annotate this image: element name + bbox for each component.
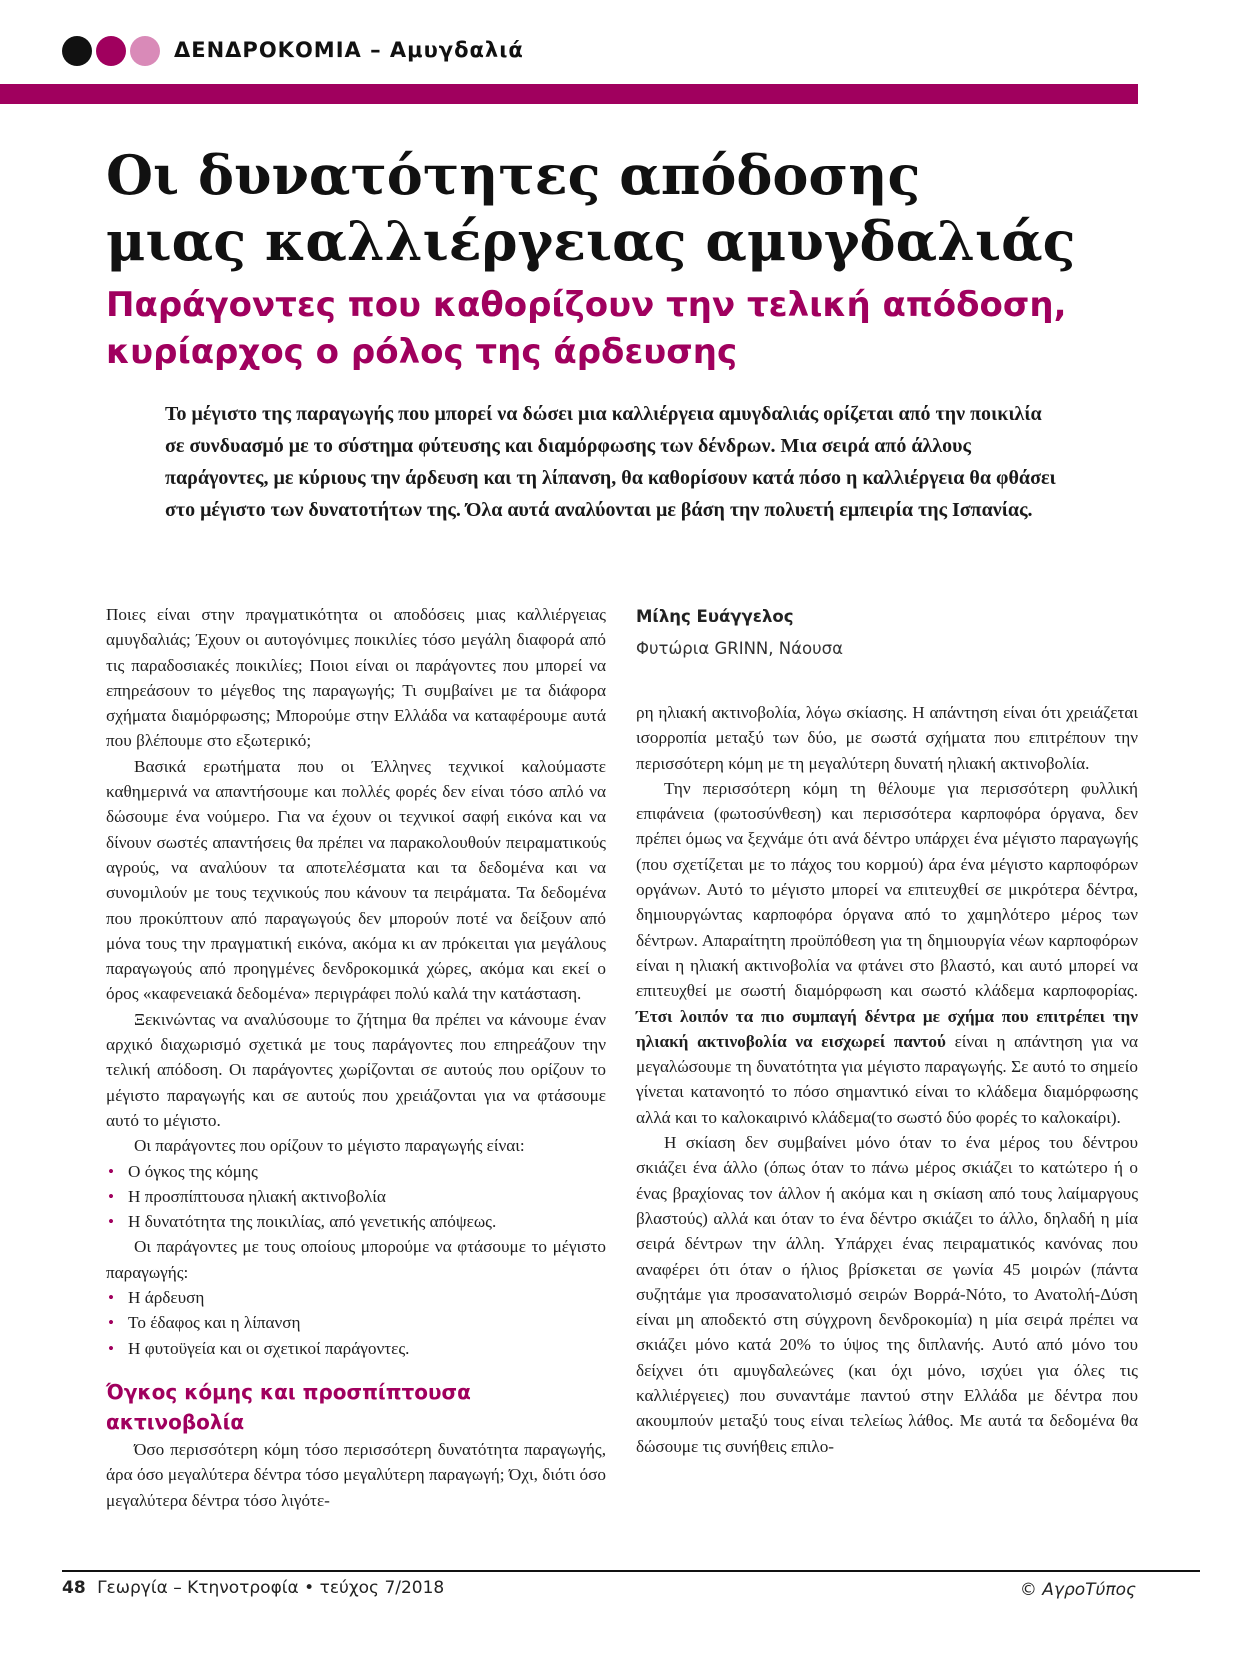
publication-info: Γεωργία – Κτηνοτροφία • τεύχος 7/2018	[97, 1578, 445, 1598]
pink-dot	[130, 36, 160, 66]
lead-paragraph: Το μέγιστο της παραγωγής που μπορεί να δώσει μια καλλιέργεια αμυγδαλιάς ορίζεται από την ποικιλία σε συνδυασμό με το σύστημα φύτευσης και διαμόρφωσης των δένδρων. Μια σειρά από άλλους παράγοντες, με κύριους την άρδευση και τη λίπανση, θα καθορίσουν κατά πόσο η καλλιέργεια θα φθάσει στο μέγιστο των δυνατοτήτων της. Όλα αυτά αναλύονται με βάση την πολυετή εμπειρία της Ισπανίας.	[165, 403, 1056, 521]
list-item: • Η άρδευση	[106, 1285, 606, 1310]
section-dots	[62, 36, 160, 66]
bullet-icon: •	[108, 1212, 115, 1232]
footer-rule	[62, 1570, 1200, 1572]
author-name: Μίλης Ευάγγελος	[636, 607, 794, 626]
footer-copyright: © ΑγροΤύπος	[1019, 1580, 1136, 1600]
byline	[636, 606, 843, 660]
footer-publication	[62, 1578, 444, 1598]
bullet-icon: •	[108, 1338, 115, 1358]
col2-paragraph-3: Η σκίαση δεν συμβαίνει μόνο όταν το ένα μέρος του δέντρου σκιάζει ένα άλλο (όπως όταν το πάνω μέρος σκιάζει το κατώτερο ή ο ένας βραχίονας τον άλλον ή ακόμα και η σκίαση από τους λαίμαργους βλαστούς) αλλά και όταν το ένα δέντρο σκιάζει το άλλο, δηλαδή η μία σειρά δέντρων την άλλη. Υπάρχει ένας πειραματικός κανόνας που αναφέρει ότι όταν ο ήλιος βρίσκεται σε γωνία 45 μοιρών (πάντα συζητάμε για προσανατολισμό σειρών Βορρά-Νότο, το Ανατολή-Δύση είναι μη αποδεκτό στη σύγχρονη δενδροκομία) η μία σειρά πρέπει να σκιάζει μόνο κατά 20% το ύψος της διπλανής. Αυτό από μόνο του δείχνει ότι αμυγδαλεώνες (και όχι μόνο, ισχύει για όλες τις καλλιέργειες) που συναντάμε παντού στην Ελλάδα με δέντρα που ακουμπούν μεταξύ τους είναι τελείως λάθος. Με αυτά τα δεδομένα θα δώσουμε τις συνήθεις επιλο-	[636, 1133, 1138, 1456]
reach-max-factors-list	[106, 1285, 606, 1361]
header-accent-bar	[0, 84, 1138, 104]
subtitle-line-2: κυρίαρχος ο ρόλος της άρδευσης	[106, 332, 738, 372]
col1-paragraph-5: Οι παράγοντες με τους οποίους μπορούμε να φτάσουμε το μέγιστο παραγωγής:	[106, 1237, 606, 1282]
col2-paragraph-1: ρη ηλιακή ακτινοβολία, λόγω σκίασης. Η απάντηση είναι ότι χρειάζεται ισορροπία μεταξύ των δύο, με σωστά σχήματα που επιτρέπουν την περισσότερη κόμη με τη μεγαλύτερη δυνατή ηλιακή ακτινοβολία.	[636, 703, 1138, 773]
title-line-1: Οι δυνατότητες απόδοσης	[106, 143, 921, 207]
black-dot	[62, 36, 92, 66]
bullet-icon: •	[108, 1288, 115, 1308]
list-item: • Η φυτοϋγεία και οι σχετικοί παράγοντες.	[106, 1336, 606, 1361]
section-label: ΔΕΝΔΡΟΚΟΜΙΑ – Αμυγδαλιά	[174, 38, 524, 62]
col1-paragraph-3: Ξεκινώντας να αναλύσουμε το ζήτημα θα πρέπει να κάνουμε έναν αρχικό διαχωρισμό σχετικά με τους παράγοντες που επηρεάζουν την τελική απόδοση. Οι παράγοντες χωρίζονται σε αυτούς που ορίζουν το μέγιστο παραγωγής και σε αυτούς που χρειάζονται για να φτάσουμε αυτό το μέγιστο.	[106, 1009, 606, 1130]
title-line-2: μιας καλλιέργειας αμυγδαλιάς	[106, 209, 1076, 273]
list-item: • Η δυνατότητα της ποικιλίας, από γενετικής απόψεως.	[106, 1209, 606, 1234]
col1-paragraph-6: Όσο περισσότερη κόμη τόσο περισσότερη δυνατότητα παραγωγής, άρα όσο μεγαλύτερα δέντρα τόσο μεγαλύτερη παραγωγή; Όχι, διότι όσο μεγαλύτερα δέντρα τόσο λιγότε-	[106, 1439, 606, 1510]
bullet-icon: •	[108, 1313, 115, 1333]
page-number: 48	[62, 1578, 86, 1598]
bullet-icon: •	[108, 1186, 115, 1206]
col1-paragraph-4: Οι παράγοντες που ορίζουν το μέγιστο παραγωγής είναι:	[134, 1136, 525, 1156]
col1-paragraph-2: Βασικά ερωτήματα που οι Έλληνες τεχνικοί καλούμαστε καθημερινά να απαντήσουμε και πολλές φορές δεν είναι τόσο απλό να δώσουμε ένα νούμερο. Για να έχουν οι τεχνικοί σαφή εικόνα και να δίνουν σωστές απαντήσεις θα πρέπει να παρακολουθούν πειραματικούς αγρούς, να αναλύουν τα αποτελέσματα και τα δεδομένα και να συνομιλούν με τους τεχνικούς που κάνουν τα πειράματα. Τα δεδομένα που προκύπτουν από παραγωγούς δεν μπορούν ποτέ να δείξουν από μόνα τους την πραγματική εικόνα, ακόμα κι αν πρόκειται για μεγάλους παραγωγούς από προηγμένες δενδροκομικά χώρες, ακόμα και εκεί ο όρος «καφενειακά δεδομένα» περιγράφει πολύ καλά την κατάσταση.	[106, 756, 606, 1004]
author-affiliation: Φυτώρια GRINN, Νάουσα	[636, 639, 843, 658]
section-heading: Όγκος κόμης και προσπίπτουσα ακτινοβολία	[106, 1379, 471, 1434]
col2-paragraph-2: Την περισσότερη κόμη τη θέλουμε για περισσότερη φυλλική επιφάνεια (φωτοσύνθεση) και περισσότερα καρποφόρα όργανα, δεν πρέπει όμως να ξεχνάμε ότι ανά δέντρο υπάρχει ένα μέγιστο παραγωγής (που σχετίζεται με το πάχος του κορμού) άρα ένα μέγιστο καρποφόρων οργάνων. Αυτό το μέγιστο μπορεί να επιτευχθεί σε μικρότερα δέντρα, δημιουργώντας καρποφόρα όργανα από το χαμηλότερο μέρος των δέντρων. Απαραίτητη προϋπόθεση για τη δημιουργία νέων καρποφόρων είναι η ηλιακή ακτινοβολία να φτάνει στο βλαστό, και αυτό μπορεί να επιτευχθεί με σωστή διαμόρφωση και σωστό κλάδεμα καρποφορίας. Έτσι λοιπόν τα πιο συμπαγή δέντρα με σχήμα που επιτρέπει την ηλιακή ακτινοβολία να εισχωρεί παντού είναι η απάντηση για να μεγαλώσουμε τη δυνατότητα για μέγιστο παραγωγής. Σε αυτό το σημείο γίνεται κατανοητό το πόσο σημαντικό είναι το κλάδεμα διαμόρφωσης αλλά και το καλοκαιρινό κλάδεμα(το σωστό δύο φορές το καλοκαίρι).	[636, 778, 1138, 1127]
article-subtitle	[106, 282, 1146, 376]
max-production-factors-list	[106, 1159, 606, 1235]
emphasis-text: Έτσι λοιπόν τα πιο συμπαγή δέντρα με σχήμα που επιτρέπει την ηλιακή ακτινοβολία να εισχωρεί παντού	[636, 1006, 1138, 1051]
list-item: • Η προσπίπτουσα ηλιακή ακτινοβολία	[106, 1184, 606, 1209]
list-item: • Το έδαφος και η λίπανση	[106, 1310, 606, 1335]
column-1	[106, 602, 606, 1513]
magenta-dot	[96, 36, 126, 66]
article-title	[106, 142, 1146, 274]
list-item: • Ο όγκος της κόμης	[106, 1159, 606, 1184]
bullet-icon: •	[108, 1161, 115, 1181]
column-2	[636, 700, 1138, 1459]
subtitle-line-1: Παράγοντες που καθορίζουν την τελική απόδοση,	[106, 285, 1067, 325]
col1-paragraph-1: Ποιες είναι στην πραγματικότητα οι αποδόσεις μιας καλλιέργειας αμυγδαλιάς; Έχουν οι αυτογόνιμες ποικιλίες τόσο μεγάλη διαφορά από τις παραδοσιακές ποικιλίες; Ποιοι είναι οι παράγοντες που μπορεί να επηρεάσουν το μέγεθος της παραγωγής; Τι συμβαίνει με τα διάφορα σχήματα διαμόρφωσης; Μπορούμε στην Ελλάδα να καταφέρουμε αυτά που βλέπουμε στο εξωτερικό;	[106, 605, 606, 751]
